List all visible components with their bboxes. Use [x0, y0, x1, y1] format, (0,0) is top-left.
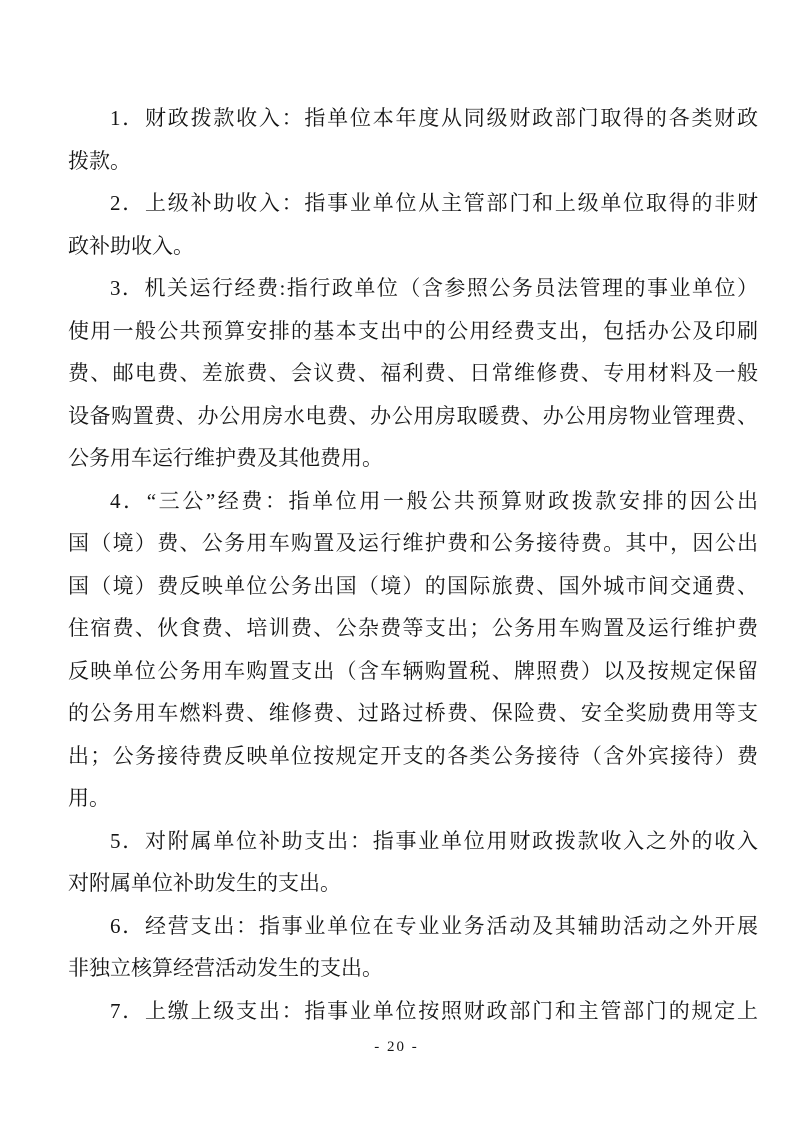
text-line: 反映单位公务用车购置支出（含车辆购置税、牌照费）以及按规定保留 — [68, 658, 758, 683]
document-body-text — [68, 97, 758, 1032]
text-line: 出；公务接待费反映单位按规定开支的各类公务接待（含外宾接待）费 — [68, 743, 758, 768]
text-line: 2．上级补助收入：指事业单位从主管部门和上级单位取得的非财 — [110, 191, 758, 215]
text-line: 政补助收入。 — [68, 233, 194, 258]
text-line: 3．机关运行经费:指行政单位（含参照公务员法管理的事业单位） — [110, 276, 758, 300]
text-line: 设备购置费、办公用房水电费、办公用房取暖费、办公用房物业管理费、 — [68, 403, 758, 428]
text-line: 使用一般公共预算安排的基本支出中的公用经费支出，包括办公及印刷 — [68, 318, 758, 343]
text-line: 住宿费、伙食费、培训费、公杂费等支出；公务用车购置及运行维护费 — [68, 616, 758, 640]
text-line: 国（境）费反映单位公务出国（境）的国际旅费、国外城市间交通费、 — [68, 573, 758, 598]
text-line: 非独立核算经营活动发生的支出。 — [68, 956, 383, 980]
text-line: 对附属单位补助发生的支出。 — [68, 871, 341, 895]
text-line: 1．财政拨款收入：指单位本年度从同级财政部门取得的各类财政 — [110, 106, 758, 130]
text-line: 费、邮电费、差旅费、会议费、福利费、日常维修费、专用材料及一般 — [68, 361, 758, 385]
text-line: 用。 — [68, 786, 110, 810]
text-line: 4．“三公”经费：指单位用一般公共预算财政拨款安排的因公出 — [110, 488, 758, 513]
text-line: 拨款。 — [68, 148, 131, 173]
text-line: 公务用车运行维护费及其他费用。 — [68, 446, 383, 470]
text-line: 7．上缴上级支出：指事业单位按照财政部门和主管部门的规定上 — [110, 998, 758, 1023]
text-line: 国（境）费、公务用车购置及运行维护费和公务接待费。其中，因公出 — [68, 531, 758, 555]
text-line: 6．经营支出：指事业单位在专业业务活动及其辅助活动之外开展 — [110, 913, 758, 938]
text-line: 的公务用车燃料费、维修费、过路过桥费、保险费、安全奖励费用等支 — [68, 701, 758, 725]
page-number: - 20 - — [374, 1039, 419, 1055]
text-line: 5．对附属单位补助支出：指事业单位用财政拨款收入之外的收入 — [110, 828, 758, 853]
